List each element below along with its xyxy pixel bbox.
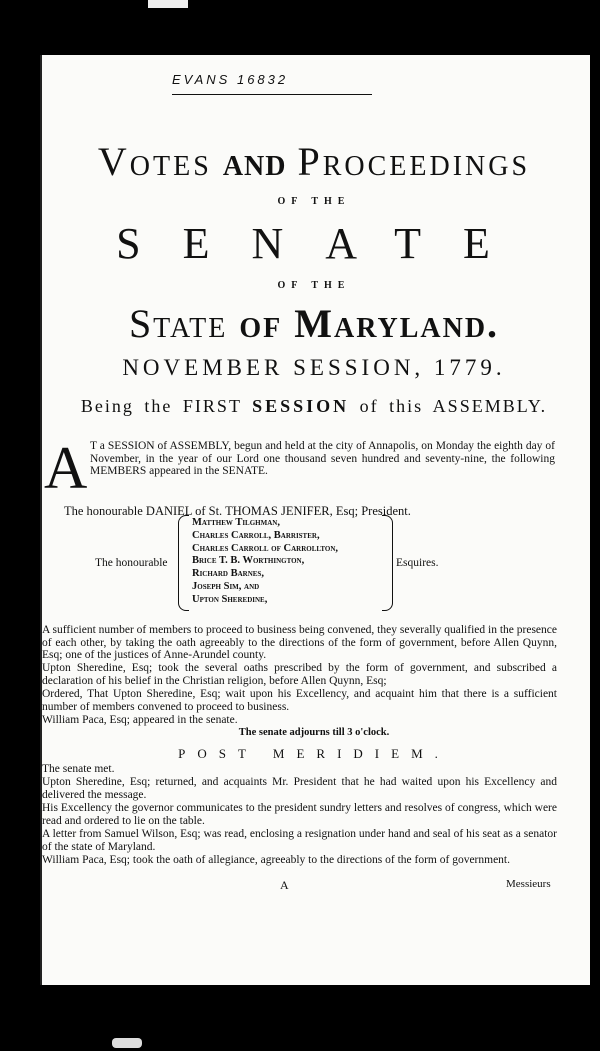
session-line: NOVEMBER SESSION, 1779. — [122, 355, 506, 380]
title-state-word: State — [128, 301, 228, 346]
being-line — [40, 396, 588, 417]
title-votes: Votes — [97, 139, 212, 184]
drop-cap: A — [44, 435, 88, 501]
intro-paragraph: T a SESSION of ASSEMBLY, begun and held at the city of Annapolis, on Monday the eighth day of November, in the year of our Lord one thousand seven hundred and seventy-nine, the following MEMBERS appeared in the SENATE. — [90, 440, 555, 477]
proceedings-paragraph: William Paca, Esq; appeared in the senate. — [42, 714, 238, 726]
of-the-2: OF THE — [277, 280, 351, 291]
right-brace — [382, 515, 393, 611]
afternoon-paragraph: A letter from Samuel Wilson, Esq; was read, enclosing a resignation under hand and seal of his seat as a senator of the state of Maryland. — [42, 828, 557, 853]
scan-mark — [112, 1038, 142, 1048]
left-brace — [178, 515, 189, 611]
members-label: The honourable — [95, 557, 168, 569]
members-list — [192, 517, 338, 607]
scan-tab — [148, 0, 188, 8]
being-a: Being the — [80, 396, 173, 416]
proceedings-paragraph: Ordered, That Upton Sheredine, Esq; wait upon his Excellency, and acquaint him that there is a sufficient number of members convened to proceed to business. — [42, 688, 557, 713]
proceedings-paragraph: Upton Sheredine, Esq; took the several oaths prescribed by the form of government, and subscribed a declaration of his belief in the Christian religion, before Allen Quynn, Esq; — [42, 662, 557, 687]
catchword: Messieurs — [506, 878, 551, 890]
title-state — [40, 300, 588, 347]
adjourn-line: The senate adjourns till 3 o'clock. — [238, 727, 390, 738]
being-b: of this ASSEMBLY. — [359, 396, 548, 416]
title-of: of — [239, 301, 283, 346]
afternoon-paragraph: William Paca, Esq; took the oath of allegiance, agreeably to the directions of the form of government. — [42, 854, 511, 866]
afternoon-paragraph: The senate met. — [42, 763, 115, 775]
title-senate: SENATE — [116, 219, 532, 268]
member-name: Matthew Tilghman, — [192, 517, 280, 528]
title-maryland: Maryland. — [294, 301, 500, 346]
member-name: Brice T. B. Worthington, — [192, 555, 305, 567]
member-name: Charles Carroll of Carrollton, — [192, 542, 339, 554]
being-first: FIRST — [182, 396, 242, 416]
member-name: Joseph Sim, and — [192, 580, 260, 592]
member-name: Upton Sheredine, — [192, 593, 268, 605]
member-name: Charles Carroll, Barrister, — [192, 529, 320, 541]
signature-mark: A — [280, 878, 289, 892]
president-line: The honourable DANIEL of St. THOMAS JENIFER, Esq; President. — [64, 504, 411, 518]
afternoon-paragraph: His Excellency the governor communicates to the president sundry letters and resolves of congress, which were read and ordered to lie on the table. — [42, 802, 557, 827]
post-meridiem-heading: POST MERIDIEM. — [178, 746, 450, 761]
of-the-1: OF THE — [277, 196, 351, 207]
title-and: and — [222, 139, 287, 184]
proceedings-paragraph: A sufficient number of members to proceed to business being convened, they severally qualified in the presence of each other, by taking the oath agreeably to the directions of the form of government, before Allen Quynn, Esq; one of the justices of Anne-Arundel county. — [42, 624, 557, 661]
title-line-1 — [40, 138, 588, 185]
being-session: SESSION — [252, 396, 350, 416]
title-proceedings: Proceedings — [297, 139, 531, 184]
afternoon-paragraph: Upton Sheredine, Esq; returned, and acquaints Mr. President that he had waited upon his Excellency and delivered the message. — [42, 776, 557, 801]
catalog-note: EVANS 16832 — [172, 72, 372, 95]
member-name: Richard Barnes, — [192, 568, 264, 580]
members-suffix: Esquires. — [396, 557, 439, 569]
